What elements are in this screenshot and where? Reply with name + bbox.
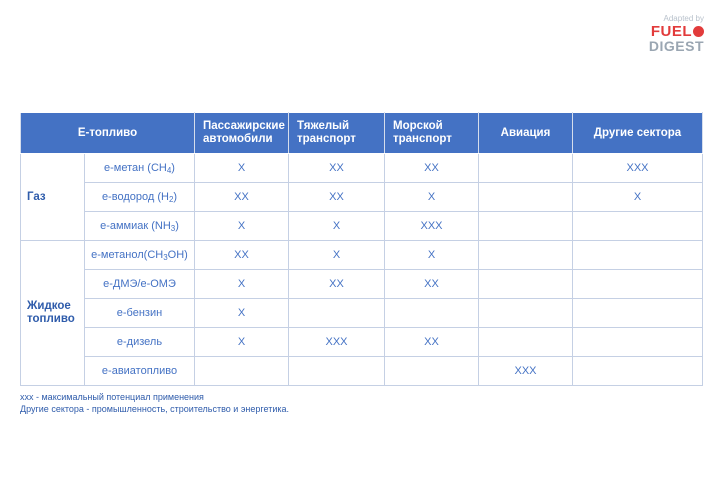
fuel-digest-logo xyxy=(640,14,704,53)
rating-cell: XXX xyxy=(289,328,385,357)
footnote-xxx: xxx - максимальный потенциал применения xyxy=(20,392,204,402)
group-label: Жидкое топливо xyxy=(21,241,85,386)
rating-cell: X xyxy=(195,270,289,299)
rating-cell xyxy=(479,299,573,328)
rating-cell xyxy=(289,357,385,386)
fuel-name: e-бензин xyxy=(116,307,163,319)
rating-cell xyxy=(573,328,703,357)
efuel-application-table xyxy=(20,112,703,386)
rating-cell: X xyxy=(289,212,385,241)
rating-cell xyxy=(195,357,289,386)
fuel-name-cell xyxy=(85,212,195,241)
rating-cell: XX xyxy=(385,328,479,357)
fuel-name-cell xyxy=(85,154,195,183)
fuel-formula-subscript: 3 xyxy=(163,252,168,262)
header-row xyxy=(21,113,703,154)
rating-cell: X xyxy=(195,328,289,357)
fuel-name-cell xyxy=(85,270,195,299)
rating-cell: XXX xyxy=(479,357,573,386)
fuel-formula-suffix: OH) xyxy=(167,248,188,261)
rating-cell: XX xyxy=(385,270,479,299)
fuel-name-cell xyxy=(85,328,195,357)
header-other-sectors: Другие сектора xyxy=(573,113,703,154)
table-row xyxy=(21,183,703,212)
rating-cell xyxy=(385,299,479,328)
header-heavy-transport: Тяжелый транспорт xyxy=(289,113,385,154)
header-passenger-cars: Пассажирские автомобили xyxy=(195,113,289,154)
table-row xyxy=(21,357,703,386)
fuel-name: e-аммиак (NH xyxy=(100,219,171,232)
fuel-name-cell xyxy=(85,183,195,212)
fuel-name: e-метанол(CH xyxy=(91,248,164,261)
fuel-name: e-дизель xyxy=(116,336,163,348)
header-marine-transport: Морской транспорт xyxy=(385,113,479,154)
rating-cell xyxy=(479,241,573,270)
rating-cell xyxy=(479,183,573,212)
fuel-name-cell xyxy=(85,357,195,386)
table-row xyxy=(21,241,703,270)
fuel-formula-suffix: ) xyxy=(171,161,175,174)
rating-cell xyxy=(479,328,573,357)
rating-cell xyxy=(573,241,703,270)
rating-cell xyxy=(573,270,703,299)
fuel-formula-subscript: 3 xyxy=(170,223,176,233)
rating-cell: XX xyxy=(385,154,479,183)
table-row xyxy=(21,154,703,183)
rating-cell: X xyxy=(195,212,289,241)
logo-fuel xyxy=(640,24,704,39)
rating-cell xyxy=(479,270,573,299)
fuel-formula-suffix: ) xyxy=(173,190,178,203)
rating-cell xyxy=(573,212,703,241)
logo-fuel-text: FUEL xyxy=(650,23,692,40)
rating-cell: X xyxy=(385,183,479,212)
rating-cell xyxy=(573,299,703,328)
table-row xyxy=(21,299,703,328)
rating-cell: X xyxy=(385,241,479,270)
fuel-formula-subscript: 2 xyxy=(168,194,174,204)
rating-cell: XX xyxy=(195,183,289,212)
rating-cell: XXX xyxy=(573,154,703,183)
table-row xyxy=(21,270,703,299)
logo-digest: DIGEST xyxy=(648,38,704,54)
rating-cell: XX xyxy=(289,183,385,212)
logo-adapted-by: Adapted by xyxy=(663,14,704,23)
fuel-formula-subscript: 4 xyxy=(166,165,172,175)
rating-cell: X xyxy=(573,183,703,212)
footnotes xyxy=(20,391,289,415)
group-label: Газ xyxy=(21,154,85,241)
rating-cell: X xyxy=(195,154,289,183)
rating-cell: XXX xyxy=(385,212,479,241)
table-row xyxy=(21,328,703,357)
header-aviation: Авиация xyxy=(479,113,573,154)
fuel-name: e-авиатопливо xyxy=(101,365,178,377)
fuel-name: e-метан (CH xyxy=(104,161,167,174)
logo-drop-icon xyxy=(693,26,704,37)
fuel-formula-suffix: ) xyxy=(175,219,179,232)
rating-cell xyxy=(385,357,479,386)
footnote-other-sectors: Другие сектора - промышленность, строительство и энергетика. xyxy=(20,404,289,414)
table-row xyxy=(21,212,703,241)
rating-cell: XX xyxy=(195,241,289,270)
fuel-name: e-водород (H xyxy=(101,190,169,203)
rating-cell: X xyxy=(289,241,385,270)
rating-cell: X xyxy=(195,299,289,328)
rating-cell xyxy=(289,299,385,328)
rating-cell: XX xyxy=(289,270,385,299)
rating-cell xyxy=(573,357,703,386)
rating-cell xyxy=(479,212,573,241)
fuel-name-cell xyxy=(85,241,195,270)
rating-cell: XX xyxy=(289,154,385,183)
header-efuel: Е-топливо xyxy=(21,113,195,154)
fuel-name-cell xyxy=(85,299,195,328)
fuel-name: e-ДМЭ/e-ОМЭ xyxy=(103,278,176,290)
rating-cell xyxy=(479,154,573,183)
